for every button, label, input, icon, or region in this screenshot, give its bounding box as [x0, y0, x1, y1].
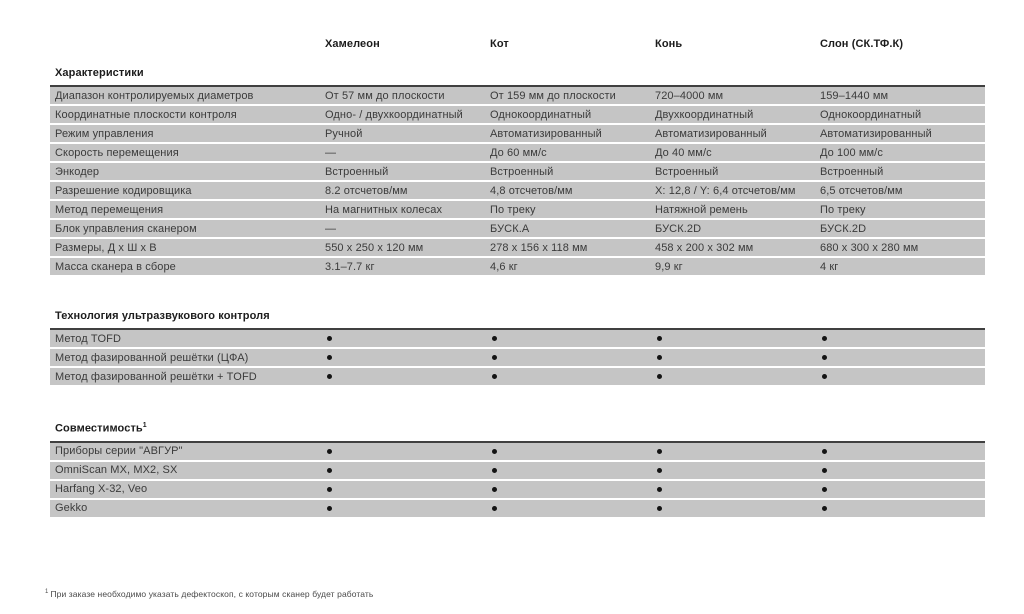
row-value [325, 464, 490, 476]
row-value [655, 445, 820, 457]
table-row [50, 201, 985, 220]
table-row [50, 239, 985, 258]
bullet-dot [657, 449, 662, 454]
table-row [50, 220, 985, 239]
row-value [655, 352, 820, 364]
row-value: До 40 мм/с [655, 146, 712, 159]
row-value: Двухкоординатный [655, 108, 754, 121]
row-value [325, 483, 490, 495]
row-value [490, 352, 655, 364]
column-header-kon: Конь [655, 38, 683, 50]
table-row [50, 330, 985, 349]
bullet-dot [492, 506, 497, 511]
row-label: Harfang X-32, Veo [55, 483, 148, 496]
column-header-slon: Слон (СК.ТФ.К) [820, 38, 904, 50]
footnote-marker: 1 [45, 589, 49, 596]
bullet-dot [657, 468, 662, 473]
row-value: Одно- / двухкоординатный [325, 108, 463, 121]
bullet-dot [657, 506, 662, 511]
table-row [50, 258, 985, 277]
row-value [490, 464, 655, 476]
bullet-dot [822, 355, 827, 360]
column-header-row [50, 38, 985, 54]
comparison-table [50, 38, 985, 519]
table-section [50, 66, 985, 277]
row-value: 458 x 200 x 302 мм [655, 241, 754, 254]
bullet-dot [327, 374, 332, 379]
row-value [325, 352, 490, 364]
row-value: Ручной [325, 127, 363, 140]
row-value: 4,8 отсчетов/мм [490, 184, 573, 197]
table-row [50, 163, 985, 182]
bullet-dot [492, 355, 497, 360]
row-value [820, 445, 985, 457]
table-row [50, 349, 985, 368]
column-header-kot: Кот [490, 38, 509, 50]
row-value: Однокоординатный [820, 108, 922, 121]
row-value: 3.1–7.7 кг [325, 260, 375, 273]
row-value: Автоматизированный [655, 127, 767, 140]
footnote [45, 589, 373, 599]
row-value: По треку [820, 203, 866, 216]
row-value: БУСК.2D [655, 222, 702, 235]
section-rows [50, 328, 985, 387]
bullet-dot [327, 355, 332, 360]
bullet-dot [327, 487, 332, 492]
row-label: Разрешение кодировщика [55, 184, 192, 197]
row-value: На магнитных колесах [325, 203, 443, 216]
row-value [820, 352, 985, 364]
row-value: Встроенный [820, 165, 884, 178]
column-header-khameleon: Хамелеон [325, 38, 380, 50]
row-value: — [325, 222, 337, 235]
row-value: — [325, 146, 337, 159]
row-value: 680 x 300 x 280 мм [820, 241, 919, 254]
row-value [490, 371, 655, 383]
bullet-dot [822, 449, 827, 454]
row-label: Метод фазированной решётки + TOFD [55, 370, 257, 383]
row-value: Встроенный [325, 165, 389, 178]
bullet-dot [657, 336, 662, 341]
row-label: Энкодер [55, 165, 100, 178]
row-value [820, 464, 985, 476]
row-value: Натяжной ремень [655, 203, 748, 216]
row-value [820, 371, 985, 383]
bullet-dot [822, 506, 827, 511]
bullet-dot [492, 336, 497, 341]
row-value: БУСК.2D [820, 222, 867, 235]
bullet-dot [492, 468, 497, 473]
row-value: До 100 мм/с [820, 146, 883, 159]
bullet-dot [657, 355, 662, 360]
bullet-dot [327, 449, 332, 454]
row-label: Масса сканера в сборе [55, 260, 176, 273]
row-value: До 60 мм/с [490, 146, 547, 159]
row-value [325, 445, 490, 457]
row-value [325, 333, 490, 345]
section-rows [50, 85, 985, 277]
column-header-empty [50, 38, 325, 54]
row-value [490, 502, 655, 514]
row-value: X: 12,8 / Y: 6,4 отсчетов/мм [655, 184, 796, 197]
row-value [655, 371, 820, 383]
section-title-marker: 1 [142, 422, 147, 429]
table-row [50, 182, 985, 201]
row-value: БУСК.А [490, 222, 530, 235]
row-value [655, 483, 820, 495]
row-label: Приборы серии "АВГУР" [55, 445, 183, 458]
row-label: Gekko [55, 502, 88, 515]
row-value: 8.2 отсчетов/мм [325, 184, 408, 197]
row-label: Метод TOFD [55, 332, 122, 345]
row-value: Автоматизированный [820, 127, 932, 140]
row-value: 159–1440 мм [820, 89, 889, 102]
row-value [490, 445, 655, 457]
table-row [50, 481, 985, 500]
section-rows [50, 441, 985, 519]
bullet-dot [327, 336, 332, 341]
section-title: Совместимость$^1$ [55, 422, 147, 435]
row-value [490, 483, 655, 495]
row-label: OmniScan MX, MX2, SX [55, 464, 178, 477]
bullet-dot [822, 468, 827, 473]
row-label: Режим управления [55, 127, 154, 140]
row-label: Диапазон контролируемых диаметров [55, 89, 254, 102]
row-value [820, 333, 985, 345]
row-label: Координатные плоскости контроля [55, 108, 237, 121]
table-section [50, 419, 985, 519]
row-value: Встроенный [490, 165, 554, 178]
row-value [655, 464, 820, 476]
bullet-dot [657, 487, 662, 492]
sections-mount [50, 66, 985, 519]
row-value: По треку [490, 203, 536, 216]
row-value [655, 333, 820, 345]
row-value: Встроенный [655, 165, 719, 178]
table-section [50, 309, 985, 387]
bullet-dot [822, 374, 827, 379]
row-value: Автоматизированный [490, 127, 602, 140]
row-label: Блок управления сканером [55, 222, 197, 235]
table-row [50, 368, 985, 387]
bullet-dot [327, 468, 332, 473]
row-label: Метод фазированной решётки (ЦФА) [55, 351, 249, 364]
bullet-dot [657, 374, 662, 379]
section-title: Характеристики [55, 67, 144, 79]
row-value [820, 483, 985, 495]
row-value: 9,9 кг [655, 260, 683, 273]
bullet-dot [492, 449, 497, 454]
table-row [50, 462, 985, 481]
table-row [50, 125, 985, 144]
row-value: От 57 мм до плоскости [325, 89, 445, 102]
row-value: 6,5 отсчетов/мм [820, 184, 903, 197]
row-value: 4,6 кг [490, 260, 518, 273]
row-value: 550 x 250 x 120 мм [325, 241, 424, 254]
section-title: Технология ультразвукового контроля [55, 310, 270, 322]
row-value: 4 кг [820, 260, 839, 273]
table-row [50, 500, 985, 519]
bullet-dot [492, 487, 497, 492]
row-value: Однокоординатный [490, 108, 592, 121]
row-value: От 159 мм до плоскости [490, 89, 616, 102]
row-value [325, 502, 490, 514]
row-label: Метод перемещения [55, 203, 164, 216]
table-row [50, 144, 985, 163]
row-value [820, 502, 985, 514]
row-value: 278 x 156 x 118 мм [490, 241, 588, 254]
table-row [50, 106, 985, 125]
row-label: Размеры, Д х Ш х В [55, 241, 157, 254]
bullet-dot [822, 487, 827, 492]
row-value [655, 502, 820, 514]
row-value [325, 371, 490, 383]
row-label: Скорость перемещения [55, 146, 179, 159]
footnote-text: При заказе необходимо указать дефектоскоп, с которым сканер будет работать [50, 589, 374, 599]
table-row [50, 87, 985, 106]
row-value [490, 333, 655, 345]
row-value: 720–4000 мм [655, 89, 724, 102]
bullet-dot [492, 374, 497, 379]
bullet-dot [327, 506, 332, 511]
table-row [50, 443, 985, 462]
bullet-dot [822, 336, 827, 341]
